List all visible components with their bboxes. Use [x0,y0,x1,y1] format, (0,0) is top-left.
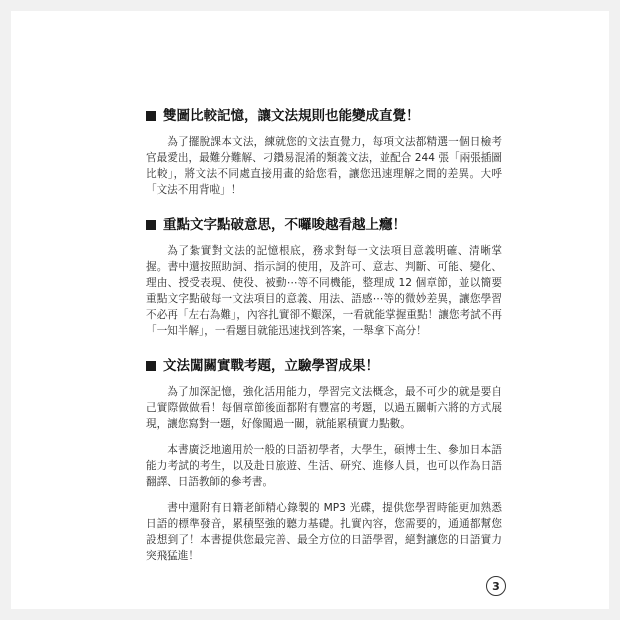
section-heading-text: 重點文字點破意思，不囉唆越看越上癮！ [163,217,406,233]
section-2 [146,216,502,339]
square-bullet-icon [146,111,156,121]
square-bullet-icon [146,361,156,371]
section-heading [146,107,502,125]
section-3 [146,357,502,564]
paragraph: 為了紮實對文法的記憶根底，務求對每一文法項目意義明確、清晰掌握。書中還按照助詞、指示詞的使用，及許可、意志、判斷、可能、變化、理由、授受表現、使役、被動⋯等不同機能，整理成 12 個章節，並以簡要重點文字點破每一文法項目的意義、用法、語感⋯等的微妙差異，讓您學習不必再「左右為難」，內容扎實卻不艱深，一看就能掌握重點！讓您考試不再「一知半解」，一看題目就能迅速找到答案，一舉拿下高分！ [146,245,502,337]
paragraph: 為了擺脫課本文法，練就您的文法直覺力，每項文法都精選一個日檢考官最愛出，最難分難解、刁鑽易混淆的類義文法，並配合 244 張「兩張插圖比較」，將文法不同處直接用畫的給您看，讓您迅速理解之間的差異。大呼「文法不用背啦」！ [146,136,502,196]
page-number-badge: 3 [486,576,506,596]
paragraph: 書中還附有日籍老師精心錄製的 MP3 光碟，提供您學習時能更加熟悉日語的標準發音，累積堅強的聽力基礎。扎實內容，您需要的，通通都幫您設想到了！本書提供您最完善、最全方位的日語學習，絕對讓您的日語實力突飛猛進！ [146,502,502,562]
section-heading [146,216,502,234]
section-heading [146,357,502,375]
paragraph: 本書廣泛地適用於一般的日語初學者，大學生，碩博士生、參加日本語能力考試的考生，以及赴日旅遊、生活、研究、進修人員，也可以作為日語翻譯、日語教師的參考書。 [146,444,502,488]
section-heading-text: 文法闖關實戰考題，立驗學習成果！ [163,358,379,374]
section-heading-text: 雙圖比較記憶，讓文法規則也能變成直覺！ [163,108,420,124]
book-page [11,11,609,609]
section-1 [146,107,502,198]
page-content [146,107,502,582]
paragraph: 為了加深記憶，強化活用能力，學習完文法概念，最不可少的就是要自己實際做做看！每個章節後面都附有豐富的考題，以過五關斬六將的方式展現，讓您寫對一題，好像闖過一關，就能累積實力點數。 [146,386,502,430]
square-bullet-icon [146,220,156,230]
